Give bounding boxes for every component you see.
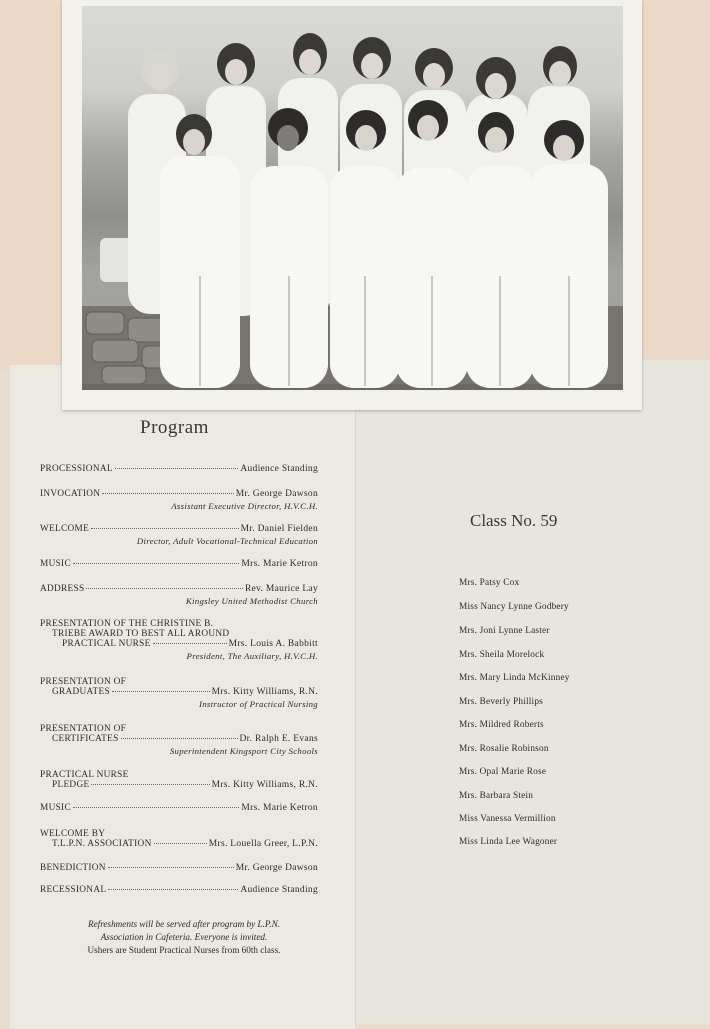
program-item-tlpn-welcome bbox=[40, 829, 318, 849]
item-label: PRACTICAL NURSE bbox=[62, 639, 151, 649]
item-subtitle: President, The Auxiliary, H.V.C.H. bbox=[186, 651, 318, 661]
item-value: Mrs. Louis A. Babbitt bbox=[228, 639, 318, 649]
class-title: Class No. 59 bbox=[470, 511, 558, 530]
list-item: Mrs. Beverly Phillips bbox=[459, 697, 543, 707]
item-heading-line1: PRESENTATION OF bbox=[40, 724, 127, 734]
group-photo-of-nurses-icon bbox=[82, 6, 623, 390]
item-subtitle: Instructor of Practical Nursing bbox=[198, 699, 318, 709]
program-item-certificates bbox=[40, 724, 318, 756]
item-heading-line1: PRESENTATION OF bbox=[40, 677, 127, 687]
item-value: Mr. George Dawson bbox=[235, 489, 318, 499]
item-label: PLEDGE bbox=[52, 780, 90, 790]
program-item-recessional bbox=[40, 885, 318, 895]
item-value: Mr. Daniel Fielden bbox=[240, 524, 318, 534]
program-item-address bbox=[40, 584, 318, 606]
item-value: Mr. George Dawson bbox=[235, 863, 318, 873]
program-item-graduates bbox=[40, 677, 318, 709]
item-heading-line1: PRESENTATION OF THE CHRISTINE B. bbox=[40, 619, 214, 629]
list-item: Mrs. Barbara Stein bbox=[459, 791, 534, 801]
item-value: Mrs. Louella Greer, L.P.N. bbox=[208, 839, 318, 849]
list-item: Miss Linda Lee Wagoner bbox=[459, 837, 558, 847]
item-value: Dr. Ralph E. Evans bbox=[239, 734, 318, 744]
program-item-music bbox=[40, 559, 318, 569]
list-item: Miss Vanessa Vermillion bbox=[459, 814, 556, 824]
item-label: MUSIC bbox=[40, 803, 71, 813]
item-label: MUSIC bbox=[40, 559, 71, 569]
item-label: PROCESSIONAL bbox=[40, 464, 113, 474]
item-subtitle: Assistant Executive Director, H.V.C.H. bbox=[171, 501, 318, 511]
program-item-award bbox=[40, 619, 318, 661]
item-value: Mrs. Marie Ketron bbox=[241, 803, 318, 813]
program-item-benediction bbox=[40, 863, 318, 873]
program-item-pledge bbox=[40, 770, 318, 790]
program-item-invocation bbox=[40, 489, 318, 511]
list-item: Mrs. Joni Lynne Laster bbox=[459, 626, 550, 636]
item-heading-line1: PRACTICAL NURSE bbox=[40, 770, 129, 780]
item-subtitle: Kingsley United Methodist Church bbox=[185, 596, 318, 606]
item-value: Rev. Maurice Lay bbox=[244, 584, 318, 594]
item-label: GRADUATES bbox=[52, 687, 110, 697]
item-label: INVOCATION bbox=[40, 489, 101, 499]
program-item-music-2 bbox=[40, 803, 318, 813]
list-item: Miss Nancy Lynne Godbery bbox=[459, 602, 569, 612]
item-subtitle: Superintendent Kingsport City Schools bbox=[169, 746, 318, 756]
item-value: Mrs. Kitty Williams, R.N. bbox=[211, 687, 318, 697]
program-item-processional bbox=[40, 464, 318, 474]
item-value: Mrs. Kitty Williams, R.N. bbox=[211, 780, 318, 790]
list-item: Mrs. Mildred Roberts bbox=[459, 720, 544, 730]
item-label: WELCOME bbox=[40, 524, 90, 534]
item-value: Audience Standing bbox=[240, 464, 318, 474]
item-value: Audience Standing bbox=[240, 885, 318, 895]
list-item: Mrs. Mary Linda McKinney bbox=[459, 673, 570, 683]
list-item: Mrs. Opal Marie Rose bbox=[459, 767, 547, 777]
note-line-2: Association in Cafeteria. Everyone is invited. bbox=[100, 932, 268, 942]
item-label: ADDRESS bbox=[40, 584, 85, 594]
item-label: T.L.P.N. ASSOCIATION bbox=[52, 839, 152, 849]
item-subtitle: Director, Adult Vocational-Technical Education bbox=[136, 536, 318, 546]
item-label: BENEDICTION bbox=[40, 863, 106, 873]
refreshments-note bbox=[44, 918, 324, 944]
item-value: Mrs. Marie Ketron bbox=[241, 559, 318, 569]
class-page bbox=[355, 360, 710, 1024]
background-left bbox=[0, 0, 62, 370]
item-label: CERTIFICATES bbox=[52, 734, 119, 744]
item-label: RECESSIONAL bbox=[40, 885, 107, 895]
note-line-1: Refreshments will be served after program by L.P.N. bbox=[87, 919, 281, 929]
program-item-welcome bbox=[40, 524, 318, 546]
program-title: Program bbox=[140, 417, 209, 438]
list-item: Mrs. Patsy Cox bbox=[459, 578, 520, 588]
background-right bbox=[638, 0, 710, 360]
item-heading-line1: WELCOME BY bbox=[40, 829, 106, 839]
item-heading-line2: TRIEBE AWARD TO BEST ALL AROUND bbox=[52, 629, 230, 639]
list-item: Mrs. Sheila Morelock bbox=[459, 650, 545, 660]
class-photograph bbox=[62, 0, 642, 410]
list-item: Mrs. Rosalie Robinson bbox=[459, 744, 549, 754]
ushers-note: Ushers are Student Practical Nurses from 60th class. bbox=[87, 945, 281, 955]
